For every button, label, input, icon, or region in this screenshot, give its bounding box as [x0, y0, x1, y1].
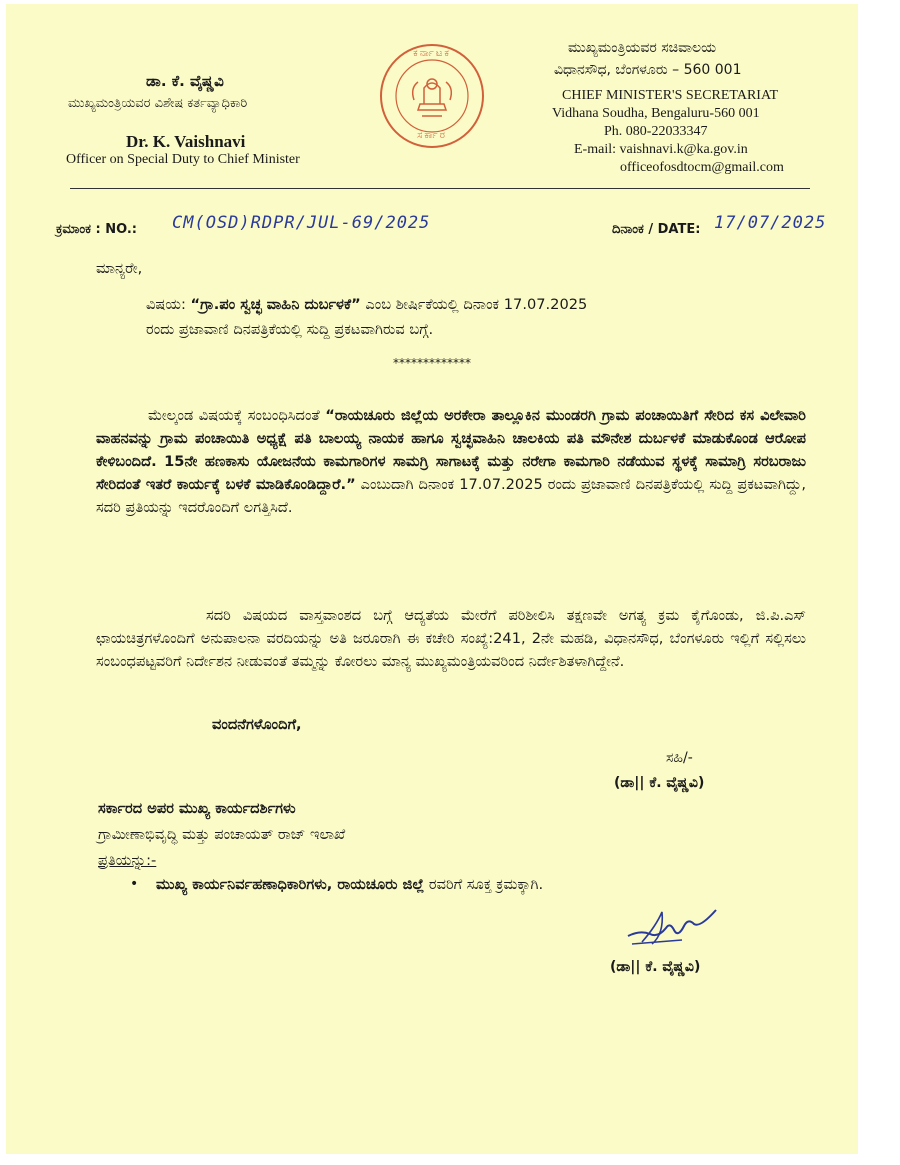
ref-number-label: ಕ್ರಮಾಂಕ : NO.:	[56, 222, 137, 237]
paragraph-2: ಸದರಿ ವಿಷಯದ ವಾಸ್ತವಾಂಶದ ಬಗ್ಗೆ ಆದ್ಯತೆಯ ಮೇರೆಗೆ ಪರಿಶೀಲಿಸಿ ತಕ್ಷಣವೇ ಅಗತ್ಯ ಕ್ರಮ ಕೈಗೊಂಡು, ಜಿ.ಪಿ.ಎಸ್ ಛಾಯಚಿತ್ರಗಳೊಂದಿಗೆ ಅನುಪಾಲನಾ ವರದಿಯನ್ನು ಅತಿ ಜರೂರಾಗಿ ಈ ಕಚೇರಿ ಸಂಖ್ಯೆ:241, 2ನೇ ಮಹಡಿ, ವಿಧಾನಸೌಧ, ಬೆಂಗಳೂರು ಇಲ್ಲಿಗೆ ಸಲ್ಲಿಸಲು ಸಂಬಂಧಪಟ್ಟವರಿಗೆ ನಿರ್ದೇಶನ ನೀಡುವಂತೆ ತಮ್ಮನ್ನು ಕೋರಲು ಮಾನ್ಯ ಮುಖ್ಯಮಂತ್ರಿಯವರಿಂದ ನಿರ್ದೇಶಿತಳಾಗಿದ್ದೇನೆ.	[96, 607, 806, 670]
subject	[146, 293, 806, 316]
copy-item-recipient: ಮುಖ್ಯ ಕಾರ್ಯನಿರ್ವಹಣಾಧಿಕಾರಿಗಳು, ರಾಯಚೂರು ಜಿಲ್ಲೆ	[156, 876, 425, 893]
sender-title-kn: ಮುಖ್ಯಮಂತ್ರಿಯವರ ವಿಶೇಷ ಕರ್ತವ್ಯಾಧಿಕಾರಿ	[68, 96, 248, 111]
date-value: 17/07/2025	[714, 213, 827, 233]
signatory-name: (ಡಾ|| ಕೆ. ವೈಷ್ಣವಿ)	[614, 775, 705, 791]
sender-name-kn: ಡಾ. ಕೆ. ವೈಷ್ಣವಿ	[146, 72, 224, 90]
office-address-kn: ವಿಧಾನಸೌಧ, ಬೆಂಗಳೂರು – 560 001	[554, 62, 742, 78]
signature-scribble-icon	[622, 904, 722, 952]
recipient-dept: ಗ್ರಾಮೀಣಾಭಿವೃದ್ಧಿ ಮತ್ತು ಪಂಚಾಯತ್ ರಾಜ್ ಇಲಾಖೆ	[98, 826, 346, 843]
office-address-en: Vidhana Soudha, Bengaluru-560 001	[552, 106, 760, 121]
para1-quote: “ರಾಯಚೂರು ಜಿಲ್ಲೆಯ ಅರಕೇರಾ ತಾಲ್ಲೂಕಿನ ಮುಂಡರಗಿ ಗ್ರಾಮ ಪಂಚಾಯಿತಿಗೆ ಸೇರಿದ ಕಸ ವಿಲೇವಾರಿ ವಾಹನವನ್ನು ಗ್ರಾಮ ಪಂಚಾಯಿತಿ ಅಧ್ಯಕ್ಷೆ ಪತಿ ಬಾಲಯ್ಯ ನಾಯಕ ಹಾಗೂ ಸ್ವಚ್ಛವಾಹಿನಿ ಚಾಲಕಿಯ ಪತಿ ಮೌನೇಶ ದುರ್ಬಳಕೆ ಮಾಡುಕೊಂಡ ಆರೋಪ ಕೇಳಿಬಂದಿದೆ. 15ನೇ ಹಣಕಾಸು ಯೋಜನೆಯ ಕಾಮಗಾರಿಗಳ ಸಾಮಗ್ರಿ ಸಾಗಾಟಕ್ಕೆ ಮತ್ತು ನರೇಗಾ ಕಾಮಗಾರಿ ನಡೆಯುವ ಸ್ಥಳಕ್ಕೆ ಸಾಮಾಗ್ರಿ ಸರಬರಾಜು ಸೇರಿದಂತೆ ಇತರೆ ಕಾರ್ಯಕ್ಕೆ ಬಳಕೆ ಮಾಡಿಕೊಂಡಿದ್ದಾರೆ.”	[96, 407, 806, 493]
bullet-icon: •	[130, 876, 139, 892]
date-label: ದಿನಾಂಕ / DATE:	[612, 222, 701, 237]
subject-line1-rest: ಎಂಬ ಶೀರ್ಷಿಕೆಯಲ್ಲಿ ದಿನಾಂಕ 17.07.2025	[360, 296, 588, 313]
subject-prefix: ವಿಷಯ:	[146, 296, 186, 313]
handwritten-signature	[622, 904, 722, 952]
para1-intro: ಮೇಲ್ಕಂಡ ವಿಷಯಕ್ಕೆ ಸಂಬಂಧಿಸಿದಂತೆ	[148, 407, 326, 424]
office-phone: Ph. 080-22033347	[604, 124, 708, 139]
para1-rest: ಎಂಬುದಾಗಿ ದಿನಾಂಕ 17.07.2025 ರಂದು ಪ್ರಜಾವಾಣಿ ದಿನಪತ್ರಿಕೆಯಲ್ಲಿ ಸುದ್ದಿ ಪ್ರಕಟವಾಗಿದ್ದು, ಸದರಿ ಪ್ರತಿಯನ್ನು ಇದರೊಂದಿಗೆ ಲಗತ್ತಿಸಿದೆ.	[96, 476, 806, 516]
letter-page	[6, 4, 858, 1154]
office-email-alt: officeofosdtocm@gmail.com	[620, 160, 784, 175]
sender-title-en: Officer on Special Duty to Chief Minister	[66, 152, 300, 167]
sender-name-en: Dr. K. Vaishnavi	[126, 132, 246, 151]
office-name-en: CHIEF MINISTER'S SECRETARIAT	[562, 88, 779, 103]
copy-item-purpose: ರವರಿಗೆ ಸೂಕ್ತ ಕ್ರಮಕ್ಕಾಗಿ.	[424, 876, 544, 893]
office-name-kn: ಮುಖ್ಯಮಂತ್ರಿಯವರ ಸಚಿವಾಲಯ	[568, 40, 717, 56]
salutation: ಮಾನ್ಯರೇ,	[96, 260, 143, 277]
seal-top-text: ಕರ್ನಾಟಕ	[413, 48, 451, 59]
karnataka-seal	[378, 42, 486, 150]
signed-mark: ಸಹಿ/-	[666, 750, 693, 766]
subject-title: “ಗ್ರಾ.ಪಂ ಸ್ವಚ್ಛ ವಾಹಿನಿ ದುರ್ಬಳಕೆ”	[190, 296, 361, 313]
header-divider	[70, 188, 810, 189]
recipient-title: ಸರ್ಕಾರದ ಅಪರ ಮುಖ್ಯ ಕಾರ್ಯದರ್ಶಿಗಳು	[98, 800, 296, 817]
subject-line2: ರಂದು ಪ್ರಜಾವಾಣಿ ದಿನಪತ್ರಿಕೆಯಲ್ಲಿ ಸುದ್ದಿ ಪ್ರಕಟವಾಗಿರುವ ಬಗ್ಗೆ.	[146, 321, 434, 338]
office-email: E-mail: vaishnavi.k@ka.gov.in	[574, 142, 748, 157]
copy-label: ಪ್ರತಿಯನ್ನು:-	[98, 852, 157, 869]
seal-bottom-text: ಸರ್ಕಾರ	[417, 130, 447, 141]
separator: *************	[393, 356, 471, 370]
final-signatory-name: (ಡಾ|| ಕೆ. ವೈಷ್ಣವಿ)	[610, 959, 701, 975]
paragraph-1	[96, 404, 806, 519]
closing: ವಂದನೆಗಳೊಂದಿಗೆ,	[212, 716, 302, 733]
copy-item	[156, 876, 816, 893]
ref-number-value: CM(OSD)RDPR/JUL-69/2025	[172, 213, 431, 233]
